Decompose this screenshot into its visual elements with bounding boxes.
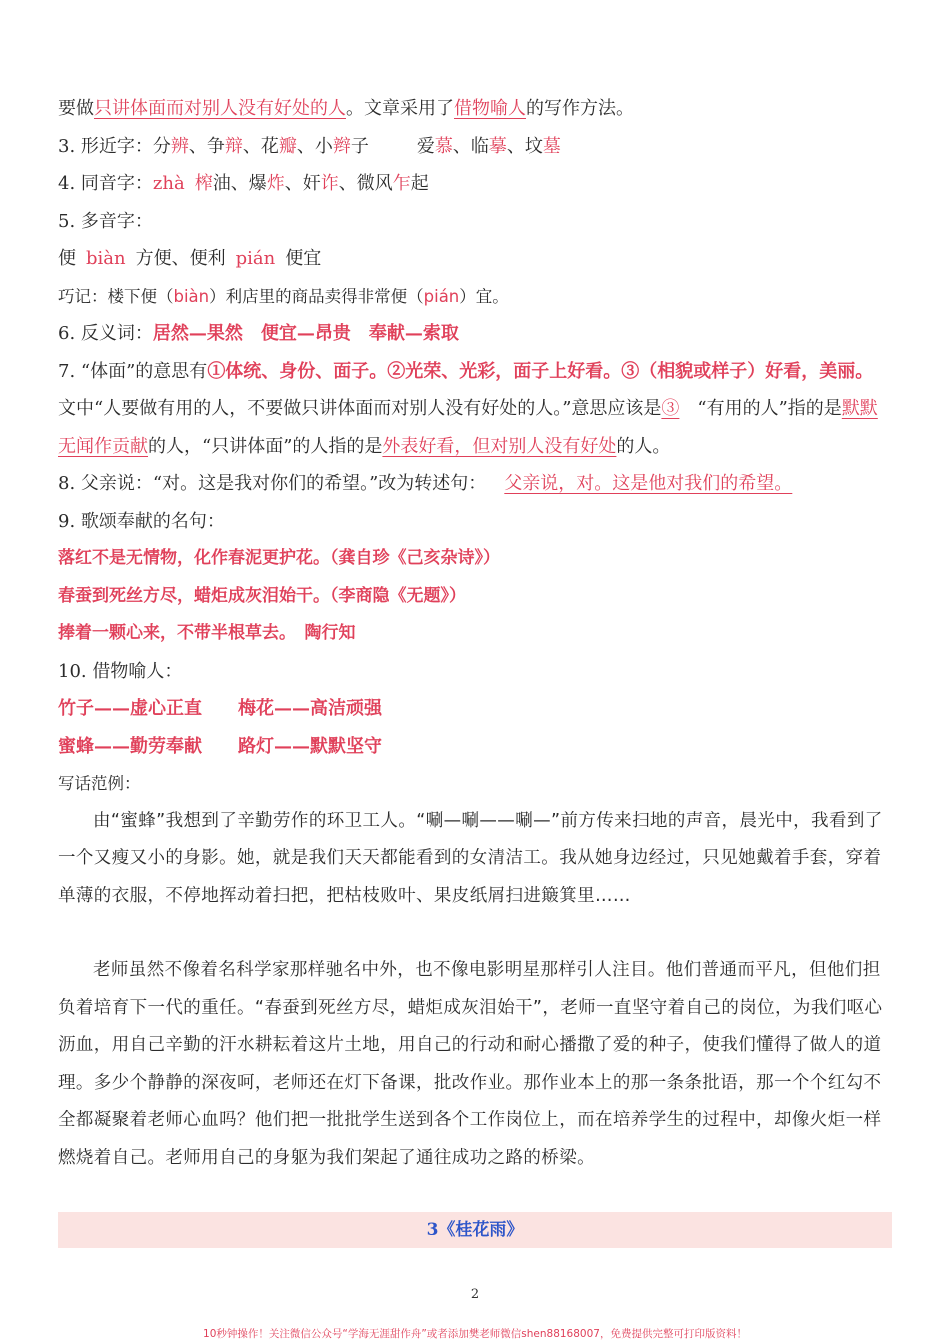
text: 的人，“只讲体面”的人指的是 [148, 435, 383, 457]
text: 的写作方法。 [526, 98, 634, 119]
text: 、 [230, 173, 249, 194]
quotes-heading: 9. 歌颂奉献的名句： [58, 510, 225, 532]
pinyin: pián [235, 248, 276, 269]
text: 油 [212, 173, 231, 194]
answer: 奉献—索取 [368, 323, 459, 344]
answer-underline: ③ [661, 398, 680, 419]
answer-underline: 默默无闻作贡献 [58, 398, 878, 457]
highlight-char: 墓 [542, 135, 561, 157]
text: 方便、便利 [135, 248, 226, 269]
text: 子 [350, 135, 369, 157]
text: 、 [338, 173, 357, 194]
indirect-speech-line [58, 465, 894, 503]
answer: 便宜—昂贵 [260, 323, 351, 344]
text: 便宜 [285, 248, 322, 269]
text: 、 [284, 173, 303, 194]
poem-line: 春蚕到死丝方尽，蜡炬成灰泪始干。（李商隐《无题》） [58, 585, 466, 606]
metaphor-row [58, 728, 894, 766]
similar-characters-line [58, 128, 894, 166]
text: 微风 [356, 173, 393, 194]
text: 起 [410, 173, 429, 194]
answer: 居然—果然 [152, 323, 243, 344]
meaning-paragraph [58, 353, 894, 391]
text: 临 [470, 135, 489, 157]
page-number: 2 [470, 1287, 480, 1302]
text: ）宜。 [459, 286, 509, 306]
pinyin: zhà [152, 173, 185, 194]
poem-line: 落红不是无情物，化作春泥更护花。（龚自珍《己亥杂诗》） [58, 548, 500, 568]
section-title-bar [58, 1212, 892, 1248]
text: 爱 [416, 135, 435, 157]
highlight-char: 辨 [170, 135, 189, 157]
text: 花 [260, 135, 279, 157]
antonyms-line [58, 315, 894, 353]
homophones-line [58, 165, 894, 203]
text: 奸 [302, 173, 321, 194]
footer-banner: 10秒钟操作！关注微信公众号“学海无涯甜作舟”或者添加樊老师微信shen88168007，免费提供完整可打印版资料！ [203, 1328, 747, 1340]
pinyin: biàn [86, 248, 126, 269]
text: 、 [506, 135, 525, 157]
highlight-char: 乍 [392, 173, 411, 194]
document-body [58, 90, 894, 1177]
sample-paragraph-1: 由“蜜蜂”我想到了辛勤劳作的环卫工人。“唰—唰——唰—”前方传来扫地的声音，晨光中，我看到了一个又瘦又小的身影。她，就是我们天天都能看到的女清洁工。我从她身边经过，只见她戴着手套，穿着单薄的衣服，不停地挥动着扫把，把枯枝败叶、果皮纸屑扫进簸箕里…… [58, 810, 883, 906]
highlight-char: 辩 [224, 135, 243, 157]
text: 的人。 [616, 435, 671, 457]
metaphor-heading: 10. 借物喻人： [58, 660, 183, 682]
answer-underline: 只讲体面而对别人没有好处的人 [94, 98, 346, 119]
pinyin: pián [423, 286, 460, 306]
metaphor-item: 路灯——默默坚守 [238, 735, 382, 757]
item-label: 4. 同音字： [58, 173, 153, 194]
highlight-char: 炸 [266, 173, 285, 194]
text-line-1 [58, 90, 894, 128]
highlight-char: 辫 [332, 135, 351, 157]
highlight-char: 诈 [320, 173, 339, 194]
text: 8. 父亲说：“对。这是我对你们的希望。”改为转述句： [58, 473, 487, 494]
text: 。文章采用了 [346, 98, 454, 119]
interpretation-paragraph [58, 390, 894, 465]
highlight-char: 榨 [194, 173, 213, 194]
text: 、 [452, 135, 471, 157]
text: 爆 [248, 173, 267, 194]
text: ）利店里的商品卖得非常便（ [209, 286, 424, 306]
metaphor-item: 梅花——高洁顽强 [238, 698, 382, 719]
text: 文中“人要做有用的人，不要做只讲体面而对别人没有好处的人。”意思应该是 [58, 398, 662, 419]
item-label: 6. 反义词： [58, 323, 153, 344]
metaphor-item: 竹子——虚心正直 [58, 698, 202, 719]
polyphone-heading: 5. 多音字： [58, 210, 153, 232]
metaphor-row [58, 690, 894, 728]
section-title: 3《桂花雨》 [426, 1220, 524, 1240]
text: 、 [296, 135, 315, 157]
item-label: 3. 形近字： [58, 135, 153, 157]
mnemonic-line [58, 278, 894, 316]
text: 、 [188, 135, 207, 157]
highlight-char: 摹 [488, 135, 507, 157]
highlight-char: 慕 [434, 135, 453, 157]
answer-underline: 父亲说，对。这是他对我们的希望。 [504, 473, 793, 494]
text: 巧记：楼下便（ [58, 286, 174, 306]
text: 小 [314, 135, 333, 157]
sample-heading: 写话范例： [58, 774, 141, 793]
metaphor-item: 蜜蜂——勤劳奉献 [58, 735, 202, 757]
item-label: 7. “体面”的意思有 [58, 360, 208, 382]
text: 、 [242, 135, 261, 157]
highlight-char: 瓣 [278, 135, 297, 157]
polyphone-line [58, 240, 894, 278]
text: “有用的人”指的是 [697, 398, 842, 419]
answer-underline: 外表好看，但对别人没有好处 [382, 435, 617, 457]
text: 坟 [524, 135, 543, 157]
text: 分 [152, 135, 171, 157]
text: 便 [58, 248, 76, 269]
answer: ①体统、身份、面子。②光荣、光彩，面子上好看。③（相貌或样子）好看，美丽。 [207, 360, 874, 382]
answer-underline: 借物喻人 [454, 98, 526, 119]
text: 要做 [58, 98, 94, 119]
poem-line: 捧着一颗心来，不带半根草去。 陶行知 [58, 623, 356, 643]
pinyin: biàn [173, 286, 210, 306]
sample-paragraph-2: 老师虽然不像着名科学家那样驰名中外，也不像电影明星那样引人注目。他们普通而平凡，但他们担负着培育下一代的重任。“春蚕到死丝方尽，蜡炬成灰泪始干”，老师一直坚守着自己的岗位，为我们呕心沥血，用自己辛勤的汗水耕耘着这片土地，用自己的行动和耐心播撒了爱的种子，使我们懂得了做人的道理。多少个静静的深夜呵，老师还在灯下备课，批改作业。那作业本上的那一条条批语，那一个个红勾不全都凝聚着老师心血吗？他们把一批批学生送到各个工作岗位上，而在培养学生的过程中，却像火炬一样燃烧着自己。老师用自己的身躯为我们架起了通往成功之路的桥梁。 [58, 960, 883, 1168]
text: 争 [206, 135, 225, 157]
